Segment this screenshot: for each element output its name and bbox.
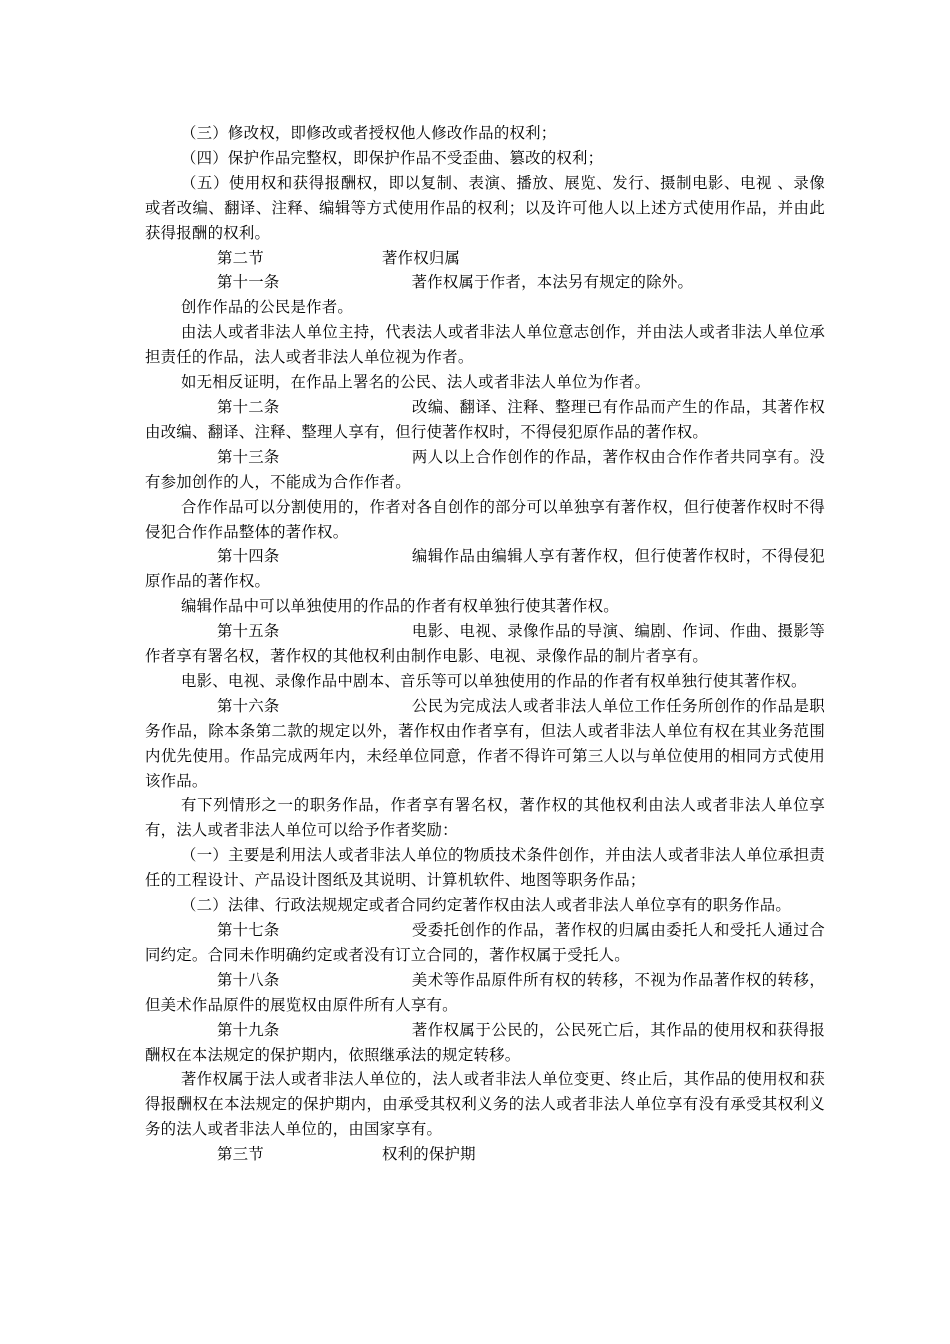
article-paragraph bbox=[145, 445, 825, 495]
article-text: 两人以上合作创作的作品，著作权由合作作者共同享有。没有参加创作的人，不能成为合作作者。 bbox=[145, 447, 825, 491]
article-text: 电影、电视、录像作品的导演、编剧、作词、作曲、摄影等作者享有署名权，著作权的其他权利由制作电影、电视、录像作品的制片者享有。 bbox=[145, 622, 825, 666]
article-text: 著作权属于公民的，公民死亡后，其作品的使用权和获得报酬权在本法规定的保护期内，依照继承法的规定转移。 bbox=[145, 1020, 825, 1064]
body-paragraph: 电影、电视、录像作品中剧本、音乐等可以单独使用的作品的作者有权单独行使其著作权。 bbox=[181, 671, 807, 690]
article-text: 改编、翻译、注释、整理已有作品而产生的作品，其著作权由改编、翻译、注释、整理人享有，但行使著作权时，不得侵犯原作品的著作权。 bbox=[145, 397, 825, 441]
article-paragraph bbox=[145, 619, 825, 669]
article-label: 第十九条 bbox=[217, 1020, 280, 1039]
article-label: 第十三条 bbox=[217, 447, 280, 466]
article-paragraph bbox=[145, 694, 825, 794]
section-title: 权利的保护期 bbox=[381, 1145, 476, 1164]
body-paragraph: 由法人或者非法人单位主持，代表法人或者非法人单位意志创作，并由法人或者非法人单位承担责任的作品，法人或者非法人单位视为作者。 bbox=[145, 323, 825, 367]
section-label: 第三节 bbox=[217, 1145, 264, 1164]
article-text: 受委托创作的作品，著作权的归属由委托人和受托人通过合同约定。合同未作明确约定或者没有订立合同的，著作权属于受托人。 bbox=[145, 921, 825, 964]
body-paragraph: （二）法律、行政法规规定或者合同约定著作权由法人或者非法人单位享有的职务作品。 bbox=[181, 896, 791, 915]
article-label: 第十四条 bbox=[217, 547, 280, 566]
article-label: 第十二条 bbox=[217, 397, 280, 416]
article-paragraph bbox=[145, 544, 825, 594]
section-title: 著作权归属 bbox=[381, 248, 461, 267]
body-paragraph: 如无相反证明，在作品上署名的公民、法人或者非法人单位为作者。 bbox=[181, 373, 651, 392]
body-paragraph: （三）修改权，即修改或者授权他人修改作品的权利； bbox=[181, 124, 557, 142]
section-heading bbox=[145, 1142, 825, 1167]
article-text: 编辑作品由编辑人享有著作权，但行使著作权时，不得侵犯原作品的著作权。 bbox=[145, 547, 825, 591]
article-label: 第十五条 bbox=[217, 622, 280, 641]
article-paragraph bbox=[145, 968, 825, 1018]
article-text: 美术等作品原件所有权的转移，不视为作品著作权的转移，但美术作品原件的展览权由原件所有人享有。 bbox=[145, 970, 825, 1014]
article-text: 著作权属于作者，本法另有规定的除外。 bbox=[411, 273, 694, 292]
body-paragraph: 编辑作品中可以单独使用的作品的作者有权单独行使其著作权。 bbox=[181, 597, 619, 616]
body-paragraph: 创作作品的公民是作者。 bbox=[181, 298, 354, 317]
article-label: 第十八条 bbox=[217, 970, 280, 989]
section-heading bbox=[145, 246, 825, 271]
body-paragraph: （四）保护作品完整权，即保护作品不受歪曲、篡改的权利； bbox=[181, 148, 604, 167]
article-paragraph bbox=[145, 918, 825, 968]
body-paragraph: （五）使用权和获得报酬权，即以复制、表演、播放、展览、发行、摄制电影、电视 、录像或者改编、翻译、注释、编辑等方式使用作品的权利；以及许可他人以上述方式使用作品，并由此获得报酬的权利。 bbox=[145, 173, 825, 242]
document-body bbox=[145, 121, 825, 1167]
article-paragraph bbox=[145, 1018, 825, 1068]
body-paragraph: 合作作品可以分割使用的，作者对各自创作的部分可以单独享有著作权，但行使著作权时不得侵犯合作作品整体的著作权。 bbox=[145, 497, 825, 541]
article-paragraph bbox=[145, 270, 825, 295]
article-label: 第十七条 bbox=[217, 921, 280, 939]
article-label: 第十一条 bbox=[217, 273, 280, 292]
body-paragraph: 有下列情形之一的职务作品，作者享有署名权，著作权的其他权利由法人或者非法人单位享有，法人或者非法人单位可以给予作者奖励： bbox=[145, 796, 825, 840]
body-paragraph: 著作权属于法人或者非法人单位的，法人或者非法人单位变更、终止后，其作品的使用权和获得报酬权在本法规定的保护期内，由承受其权利义务的法人或者非法人单位享有没有承受其权利义务的法人或者非法人单位的，由国家享有。 bbox=[145, 1070, 825, 1139]
section-label: 第二节 bbox=[217, 248, 264, 267]
article-paragraph bbox=[145, 395, 825, 445]
body-paragraph: （一）主要是利用法人或者非法人单位的物质技术条件创作，并由法人或者非法人单位承担责任的工程设计、产品设计图纸及其说明、计算机软件、地图等职务作品； bbox=[145, 846, 825, 890]
article-text: 公民为完成法人或者非法人单位工作任务所创作的作品是职务作品，除本条第二款的规定以外，著作权由作者享有，但法人或者非法人单位有权在其业务范围内优先使用。作品完成两年内，未经单位同意，作者不得许可第三人以与单位使用的相同方式使用该作品。 bbox=[145, 696, 825, 790]
article-label: 第十六条 bbox=[217, 696, 280, 715]
